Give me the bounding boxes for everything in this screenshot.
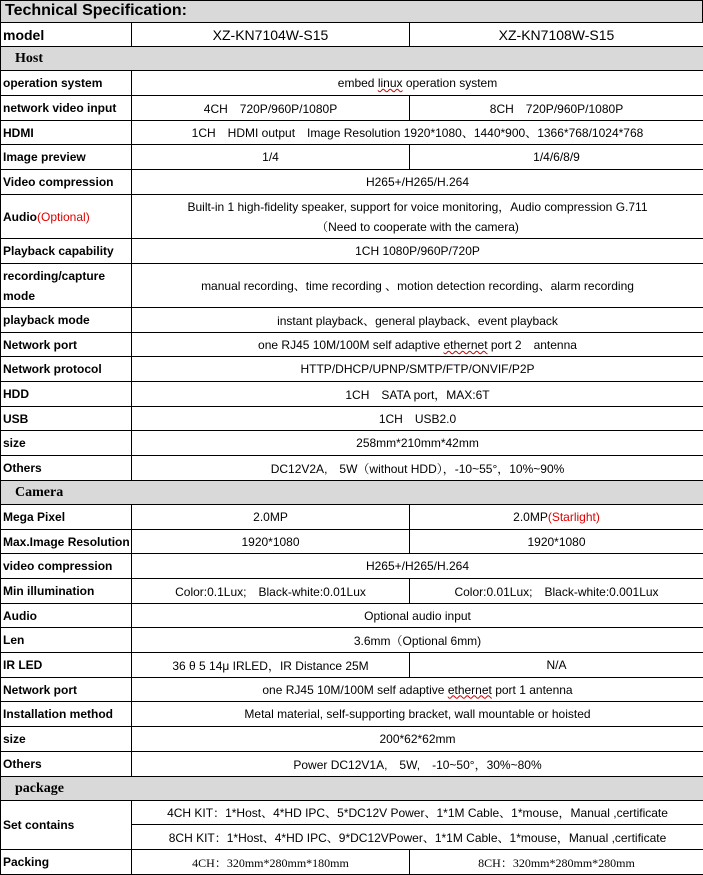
table-row bbox=[1, 505, 703, 530]
row-value: 258mm*210mm*42mm bbox=[132, 431, 703, 456]
row-label: operation system bbox=[1, 71, 132, 96]
table-row bbox=[1, 195, 703, 239]
row-label: Mega Pixel bbox=[1, 505, 132, 530]
table-row bbox=[1, 145, 703, 170]
row-label-text: Audio bbox=[3, 209, 37, 224]
table-row bbox=[1, 702, 703, 727]
row-value: Optional audio input bbox=[132, 604, 703, 628]
row-value: Power DC12V1A, 5W, -10~50°，30%~80% bbox=[132, 752, 703, 777]
value-text: operation system bbox=[402, 76, 498, 90]
row-label: Video compression bbox=[1, 170, 132, 195]
row-value: 1CH USB2.0 bbox=[132, 407, 703, 431]
table-row bbox=[1, 239, 703, 264]
table-row bbox=[1, 604, 703, 628]
row-value-1: Color:0.1Lux; Black-white:0.01Lux bbox=[132, 579, 410, 604]
row-label: Len bbox=[1, 628, 132, 653]
row-label: Network protocol bbox=[1, 357, 132, 382]
row-label: Network port bbox=[1, 333, 132, 357]
section-package bbox=[1, 777, 703, 801]
table-row bbox=[1, 96, 703, 121]
section-camera-heading: Camera bbox=[1, 481, 703, 505]
row-value-2: 1/4/6/8/9 bbox=[410, 145, 703, 170]
table-row bbox=[1, 628, 703, 653]
row-label: Others bbox=[1, 752, 132, 777]
row-value: 1CH SATA port，MAX:6T bbox=[132, 382, 703, 407]
row-value: 3.6mm（Optional 6mm) bbox=[132, 628, 703, 653]
set-contains-8ch: 8CH KIT：1*Host、4*HD IPC、9*DC12VPower、1*1M Cable、1*mouse，Manual ,certificate bbox=[132, 825, 703, 850]
value-text: one RJ45 10M/100M self adaptive bbox=[258, 338, 444, 352]
table-row bbox=[1, 170, 703, 195]
section-host bbox=[1, 47, 703, 71]
table-row bbox=[1, 121, 703, 145]
row-value-1: 1/4 bbox=[132, 145, 410, 170]
row-value bbox=[132, 71, 703, 96]
table-row bbox=[1, 801, 703, 825]
value-text: ethernet bbox=[447, 682, 492, 697]
spec-table bbox=[0, 22, 703, 875]
value-text: embed bbox=[337, 76, 378, 90]
row-value: H265+/H265/H.264 bbox=[132, 554, 703, 579]
table-row bbox=[1, 456, 703, 481]
row-label: Network port bbox=[1, 678, 132, 702]
row-value-1: 1920*1080 bbox=[132, 530, 410, 554]
table-row bbox=[1, 71, 703, 96]
row-value-1: 4CH 720P/960P/1080P bbox=[132, 96, 410, 121]
row-value-2: 8CH：320mm*280mm*280mm bbox=[410, 850, 703, 875]
row-label: Installation method bbox=[1, 702, 132, 727]
row-label: HDD bbox=[1, 382, 132, 407]
value-text: one RJ45 10M/100M self adaptive bbox=[262, 682, 448, 697]
row-label: video compression bbox=[1, 554, 132, 579]
row-value: 200*62*62mm bbox=[132, 727, 703, 752]
row-value: HTTP/DHCP/UPNP/SMTP/FTP/ONVIF/P2P bbox=[132, 357, 703, 382]
model-value-2: XZ-KN7108W-S15 bbox=[410, 23, 703, 47]
value-text: port 1 antenna bbox=[491, 682, 573, 697]
section-camera bbox=[1, 481, 703, 505]
table-row bbox=[1, 850, 703, 875]
section-host-heading: Host bbox=[1, 47, 703, 71]
model-label: model bbox=[1, 23, 132, 47]
row-value-1: 36 θ 5 14μ IRLED，IR Distance 25M bbox=[132, 653, 410, 678]
set-contains-4ch: 4CH KIT：1*Host、4*HD IPC、5*DC12V Power、1*1M Cable、1*mouse，Manual ,certificate bbox=[132, 801, 703, 825]
page-title: Technical Specification: bbox=[0, 0, 703, 22]
row-value: instant playback、general playback、event playback bbox=[132, 308, 703, 333]
value-text: port 2 antenna bbox=[487, 338, 577, 352]
model-value-1: XZ-KN7104W-S15 bbox=[132, 23, 410, 47]
row-label: recording/capture mode bbox=[1, 264, 132, 308]
table-row bbox=[1, 554, 703, 579]
row-value-2: 1920*1080 bbox=[410, 530, 703, 554]
row-value-2: Color:0.01Lux; Black-white:0.001Lux bbox=[410, 579, 703, 604]
table-row bbox=[1, 727, 703, 752]
row-label bbox=[1, 195, 132, 239]
row-value-1: 2.0MP bbox=[132, 505, 410, 530]
row-value bbox=[132, 333, 703, 357]
table-row bbox=[1, 308, 703, 333]
table-row bbox=[1, 407, 703, 431]
row-value: Metal material, self-supporting bracket, wall mountable or hoisted bbox=[132, 702, 703, 727]
row-value: 1CH HDMI output Image Resolution 1920*1080、1440*900、1366*768/1024*768 bbox=[132, 121, 703, 145]
row-value: DC12V2A, 5W（without HDD），-10~55°，10%~90% bbox=[132, 456, 703, 481]
row-value bbox=[132, 195, 703, 239]
row-label: USB bbox=[1, 407, 132, 431]
table-row bbox=[1, 653, 703, 678]
value-line-1: Built-in 1 high-fidelity speaker, support for voice monitoring，Audio compression G.711 bbox=[187, 199, 648, 214]
table-row bbox=[1, 431, 703, 456]
row-label: network video input bbox=[1, 96, 132, 121]
row-label: IR LED bbox=[1, 653, 132, 678]
row-value bbox=[132, 678, 703, 702]
optional-note: (Optional) bbox=[37, 209, 90, 224]
section-package-heading: package bbox=[1, 777, 703, 801]
value-text: ethernet bbox=[443, 338, 488, 352]
row-label: Max.Image Resolution bbox=[1, 530, 132, 554]
row-label: Playback capability bbox=[1, 239, 132, 264]
row-value: manual recording、time recording 、motion detection recording、alarm recording bbox=[132, 264, 703, 308]
row-label: Audio bbox=[1, 604, 132, 628]
row-label: playback mode bbox=[1, 308, 132, 333]
row-label: Others bbox=[1, 456, 132, 481]
table-row bbox=[1, 752, 703, 777]
value-text: linux bbox=[377, 76, 403, 90]
row-label: Set contains bbox=[1, 801, 132, 850]
table-row bbox=[1, 678, 703, 702]
model-row bbox=[1, 23, 703, 47]
row-label: Image preview bbox=[1, 145, 132, 170]
row-label: Packing bbox=[1, 850, 132, 875]
row-label: size bbox=[1, 431, 132, 456]
row-value-1: 4CH：320mm*280mm*180mm bbox=[132, 850, 410, 875]
table-row bbox=[1, 579, 703, 604]
table-row bbox=[1, 333, 703, 357]
row-label: size bbox=[1, 727, 132, 752]
value-text: 2.0MP bbox=[513, 510, 548, 524]
starlight-note: (Starlight) bbox=[547, 510, 600, 524]
row-value-2: 8CH 720P/960P/1080P bbox=[410, 96, 703, 121]
table-row bbox=[1, 382, 703, 407]
row-value-2 bbox=[410, 505, 703, 530]
table-row bbox=[1, 530, 703, 554]
row-value: H265+/H265/H.264 bbox=[132, 170, 703, 195]
table-row bbox=[1, 357, 703, 382]
row-value: 1CH 1080P/960P/720P bbox=[132, 239, 703, 264]
table-row bbox=[1, 264, 703, 308]
row-value-2: N/A bbox=[410, 653, 703, 678]
value-line-2: （Need to cooperate with the camera) bbox=[316, 219, 519, 234]
row-label: HDMI bbox=[1, 121, 132, 145]
row-label: Min illumination bbox=[1, 579, 132, 604]
